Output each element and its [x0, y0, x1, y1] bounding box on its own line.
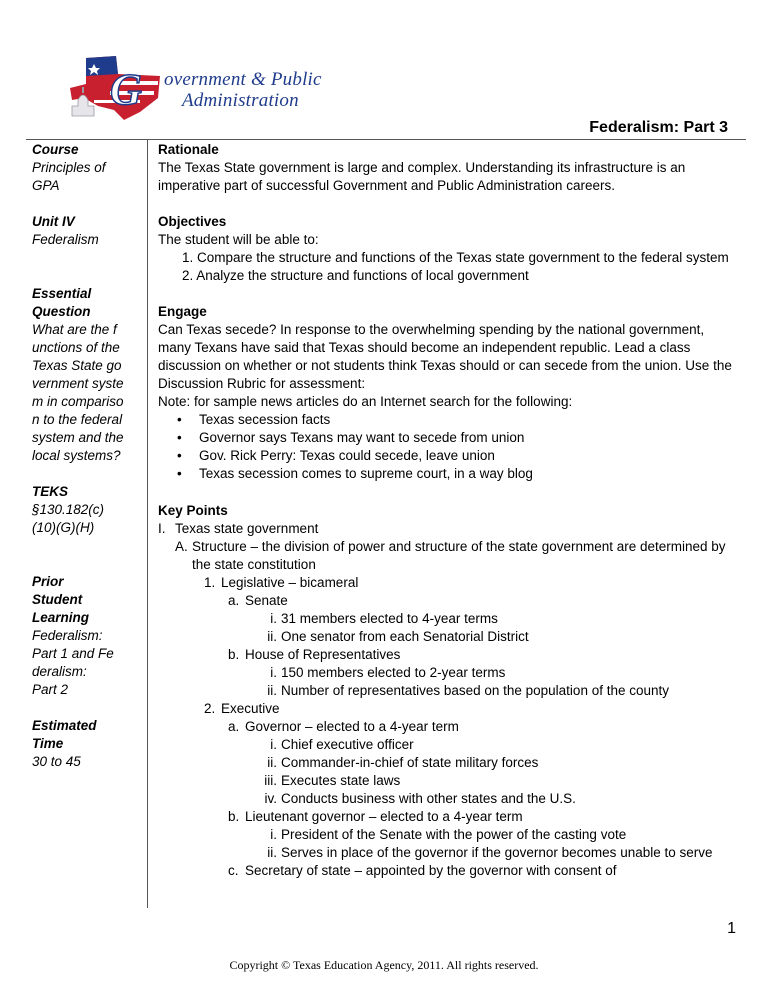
outline-marker: 2.: [204, 701, 216, 716]
outline-marker: ii.: [267, 755, 277, 770]
sidebar: [32, 141, 144, 789]
estimated-time-label: Estimated Time: [32, 718, 97, 751]
outline-text: Governor – elected to a 4-year term: [245, 719, 459, 734]
sidebar-unit: [32, 213, 144, 249]
prior-learning-value-3: Part 2: [32, 682, 69, 697]
prior-learning-value-2: Part 1 and Federalism:: [32, 646, 114, 679]
outline-text: Legislative – bicameral: [221, 575, 359, 590]
outline-marker: ii.: [267, 683, 277, 698]
outline-marker: c.: [228, 863, 239, 878]
list-item: • Texas secession facts: [158, 411, 740, 429]
rationale-heading: Rationale: [158, 142, 219, 157]
list-item: • Texas secession comes to supreme court, in a way blog: [158, 465, 740, 483]
outline-marker: iv.: [264, 791, 277, 806]
outline-text: Executive: [221, 701, 280, 716]
key-points-outline: [158, 520, 740, 880]
outline-text: Serves in place of the governor if the governor becomes unable to serve: [281, 845, 713, 860]
engage-heading: Engage: [158, 304, 207, 319]
engage-note: Note: for sample news articles do an Internet search for the following:: [158, 394, 573, 409]
outline-text: Chief executive officer: [281, 737, 414, 752]
estimated-time-value: 30 to 45: [32, 754, 81, 769]
sidebar-estimated-time: [32, 717, 144, 771]
sidebar-course: [32, 141, 144, 195]
page-number: 1: [727, 920, 736, 937]
outline-item: [158, 592, 740, 610]
sidebar-teks: [32, 483, 144, 537]
engage-section: [158, 303, 740, 483]
header-divider: [26, 139, 746, 140]
outline-text: 31 members elected to 4-year terms: [281, 611, 498, 626]
rationale-text: The Texas State government is large and complex. Understanding its infrastructure is an imperative part of successful Government and Public Administration careers.: [158, 160, 686, 193]
objectives-section: [158, 213, 740, 285]
prior-learning-value-1: Federalism:: [32, 628, 103, 643]
outline-item: [158, 844, 740, 862]
objective-text: Compare the structure and functions of the Texas state government to the federal system: [197, 250, 729, 265]
outline-marker: i.: [270, 827, 277, 842]
outline-item: [158, 754, 740, 772]
outline-text: House of Representatives: [245, 647, 401, 662]
page-title: Federalism: Part 3: [589, 119, 728, 136]
outline-text: Commander-in-chief of state military forces: [281, 755, 539, 770]
outline-item: [158, 772, 740, 790]
outline-text: 150 members elected to 2-year terms: [281, 665, 506, 680]
outline-item: [158, 538, 740, 574]
sidebar-essential-question: [32, 285, 144, 465]
logo-emblem: [64, 54, 174, 122]
essential-question-label: Essential Question: [32, 286, 92, 319]
key-points-heading: Key Points: [158, 503, 228, 518]
outline-text: Executes state laws: [281, 773, 401, 788]
outline-text: Texas state government: [175, 521, 319, 536]
outline-item: [158, 628, 740, 646]
teks-value: §130.182(c)(10)(G)(H): [32, 502, 105, 535]
outline-text: President of the Senate with the power of the casting vote: [281, 827, 627, 842]
outline-item: [158, 664, 740, 682]
objectives-heading: Objectives: [158, 214, 227, 229]
outline-marker: a.: [228, 593, 240, 608]
outline-marker: I.: [158, 521, 166, 536]
outline-text: Number of representatives based on the population of the county: [281, 683, 669, 698]
course-label: Course: [32, 142, 79, 157]
outline-item: [158, 736, 740, 754]
column-divider: [147, 140, 148, 908]
objective-text: Analyze the structure and functions of local government: [196, 268, 529, 283]
outline-marker: ii.: [267, 845, 277, 860]
outline-text: Conducts business with other states and the U.S.: [281, 791, 576, 806]
outline-text: One senator from each Senatorial District: [281, 629, 529, 644]
outline-marker: A.: [175, 539, 188, 554]
outline-marker: b.: [228, 809, 240, 824]
essential-question-value: What are the functions of the Texas State government system in comparison to the federal system and the local systems?: [32, 322, 124, 463]
outline-item: [158, 574, 740, 592]
engage-bullet-list: [158, 411, 740, 483]
logo-letter-g: G: [110, 65, 142, 114]
outline-marker: i.: [270, 737, 277, 752]
outline-marker: i.: [270, 665, 277, 680]
outline-marker: 1.: [204, 575, 216, 590]
objectives-intro: The student will be able to:: [158, 232, 319, 247]
main-content: [158, 141, 740, 880]
unit-label: Unit IV: [32, 214, 75, 229]
logo-text-line1: overnment & Public: [164, 69, 322, 90]
course-value: Principles of GPA: [32, 160, 106, 193]
outline-item: [158, 700, 740, 718]
outline-item: [158, 862, 740, 880]
outline-marker: a.: [228, 719, 240, 734]
outline-text: Structure – the division of power and structure of the state government are determined by the state constitution: [192, 539, 726, 572]
outline-item: [158, 826, 740, 844]
outline-item: [158, 808, 740, 826]
logo: [64, 54, 322, 122]
prior-learning-label: Prior Student Learning: [32, 574, 90, 625]
key-points-section: [158, 502, 740, 880]
outline-item: [158, 718, 740, 736]
outline-item: [158, 790, 740, 808]
outline-text: Senate: [245, 593, 288, 608]
outline-marker: ii.: [267, 629, 277, 644]
outline-text: Secretary of state – appointed by the governor with consent of: [245, 863, 617, 878]
sidebar-prior-learning: [32, 573, 144, 699]
objective-item: [158, 267, 740, 285]
list-item: • Gov. Rick Perry: Texas could secede, leave union: [158, 447, 740, 465]
rationale-section: [158, 141, 740, 195]
objective-item: [158, 249, 740, 267]
unit-value: Federalism: [32, 232, 99, 247]
outline-item: [158, 682, 740, 700]
outline-item: [158, 646, 740, 664]
outline-marker: i.: [270, 611, 277, 626]
copyright-notice: Copyright © Texas Education Agency, 2011. All rights reserved.: [229, 958, 539, 972]
outline-item: [158, 610, 740, 628]
engage-text: Can Texas secede? In response to the overwhelming spending by the national government, many Texans have said that Texas should become an independent republic. Lead a class discussion on whether or not students think Texas should or can secede from the union. Use the Discussion Rubric for assessment:: [158, 322, 732, 391]
outline-marker: b.: [228, 647, 240, 662]
outline-item: [158, 520, 740, 538]
list-item: • Governor says Texans may want to secede from union: [158, 429, 740, 447]
objective-number: 2.: [182, 268, 197, 283]
outline-text: Lieutenant governor – elected to a 4-year term: [245, 809, 523, 824]
objective-number: 1.: [182, 250, 198, 265]
teks-label: TEKS: [32, 484, 69, 499]
logo-text-line2: Administration: [182, 90, 299, 111]
outline-marker: iii.: [264, 773, 277, 788]
